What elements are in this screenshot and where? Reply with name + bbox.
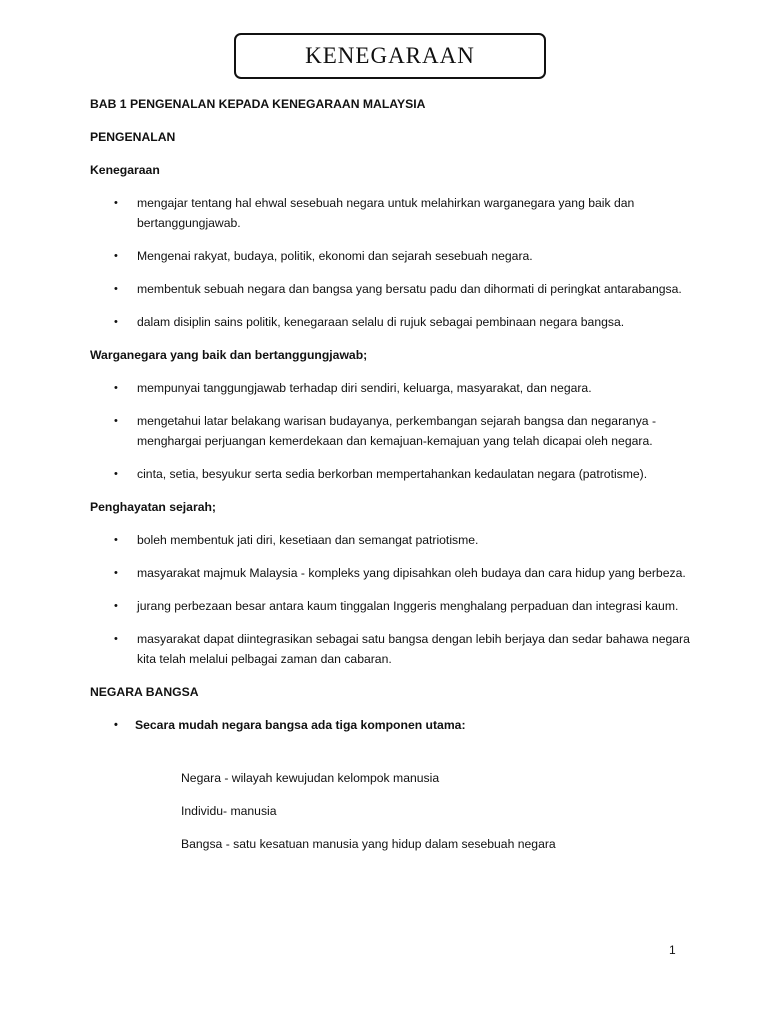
list-item: • Secara mudah negara bangsa ada tiga komponen utama:: [90, 715, 690, 735]
list-item: • mengajar tentang hal ehwal sesebuah negara untuk melahirkan warganegara yang baik dan bertanggungjawab.: [90, 193, 690, 233]
section-warganegara: [90, 345, 690, 484]
intro-heading: PENGENALAN: [90, 130, 176, 144]
section-heading: NEGARA BANGSA: [90, 685, 199, 699]
page-number: 1: [669, 943, 676, 957]
component-item: Individu- manusia: [181, 804, 277, 818]
list-item: • jurang perbezaan besar antara kaum tinggalan Inggeris menghalang perpaduan dan integrasi kaum.: [90, 596, 690, 616]
list-item: • masyarakat majmuk Malaysia - kompleks yang dipisahkan oleh budaya dan cara hidup yang berbeza.: [90, 563, 690, 583]
list-item: • mempunyai tanggungjawab terhadap diri sendiri, keluarga, masyarakat, dan negara.: [90, 378, 690, 398]
bullet-list: [90, 378, 690, 484]
list-item: • dalam disiplin sains politik, kenegaraan selalu di rujuk sebagai pembinaan negara bangsa.: [90, 312, 690, 332]
section-heading: Warganegara yang baik dan bertanggungjawab;: [90, 348, 368, 362]
list-item: • mengetahui latar belakang warisan budayanya, perkembangan sejarah bangsa dan negaranya - menghargai perjuangan kemerdekaan dan kemajuan-kemajuan yang telah dicapai oleh negara.: [90, 411, 690, 451]
document-title: KENEGARAAN: [234, 33, 546, 79]
section-kenegaraan: [90, 160, 690, 332]
bullet-list: [90, 715, 690, 735]
document-body: [90, 94, 690, 867]
list-item: • boleh membentuk jati diri, kesetiaan dan semangat patriotisme.: [90, 530, 690, 550]
list-item: • masyarakat dapat diintegrasikan sebagai satu bangsa dengan lebih berjaya dan sedar bahawa negara kita telah melalui pelbagai zaman dan cabaran.: [90, 629, 690, 669]
component-item: Negara - wilayah kewujudan kelompok manusia: [181, 771, 440, 785]
section-negara-bangsa: [90, 682, 690, 854]
component-item: Bangsa - satu kesatuan manusia yang hidup dalam sesebuah negara: [181, 837, 556, 851]
list-item: • cinta, setia, besyukur serta sedia berkorban mempertahankan kedaulatan negara (patrotisme).: [90, 464, 690, 484]
chapter-heading: BAB 1 PENGENALAN KEPADA KENEGARAAN MALAYSIA: [90, 97, 426, 111]
list-item: • membentuk sebuah negara dan bangsa yang bersatu padu dan dihormati di peringkat antarabangsa.: [90, 279, 690, 299]
bullet-list: [90, 193, 690, 332]
section-heading: Kenegaraan: [90, 163, 160, 177]
list-item: • Mengenai rakyat, budaya, politik, ekonomi dan sejarah sesebuah negara.: [90, 246, 690, 266]
bullet-list: [90, 530, 690, 669]
section-penghayatan-sejarah: [90, 497, 690, 669]
section-heading: Penghayatan sejarah;: [90, 500, 216, 514]
component-list: [90, 768, 690, 854]
